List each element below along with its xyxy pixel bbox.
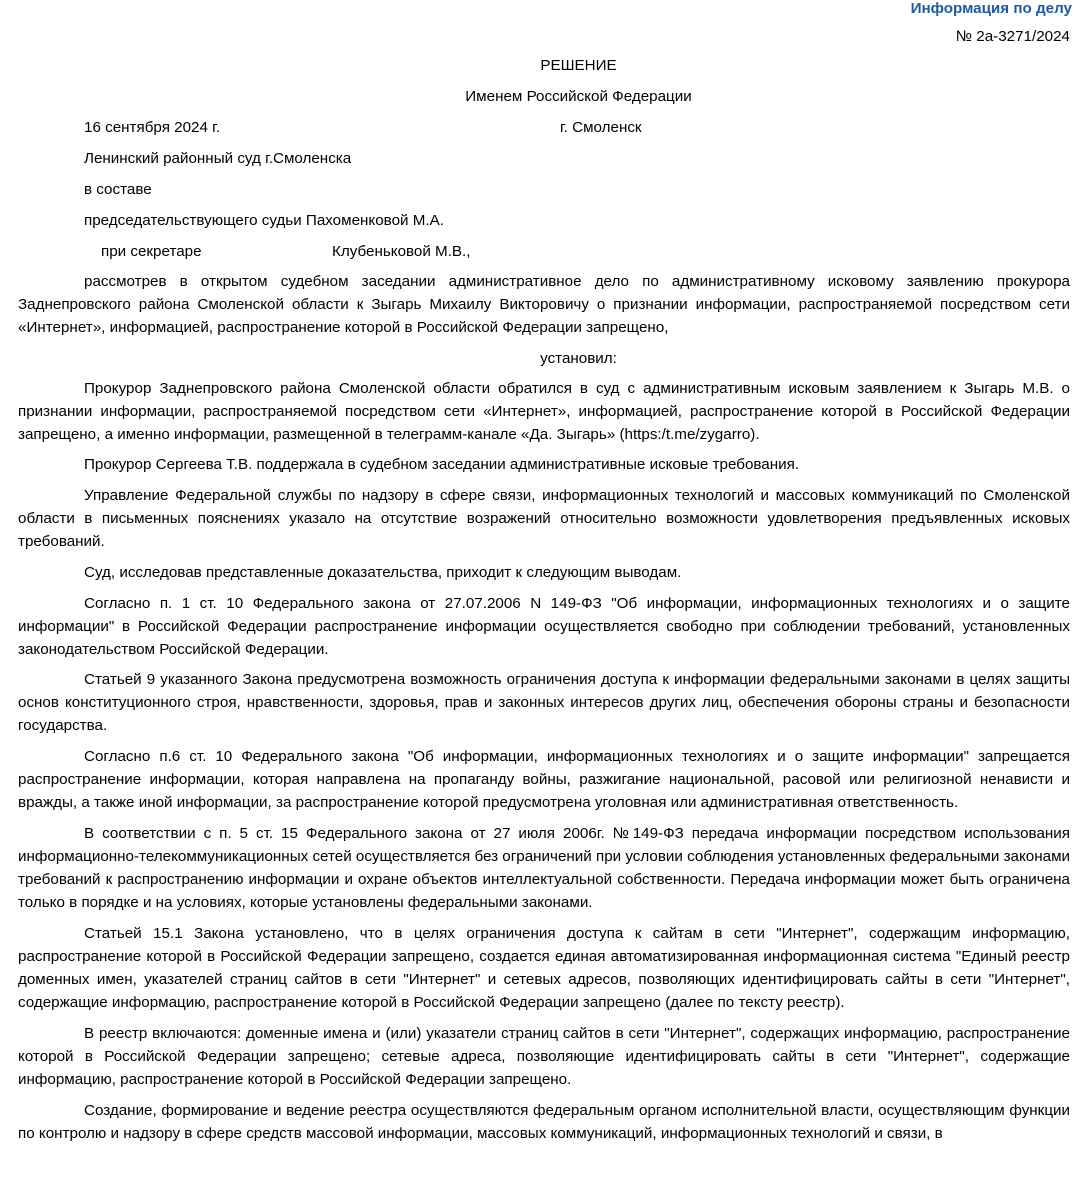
paragraph-1: Прокурор Заднепровского района Смоленской области обратился в суд с административным исковым заявлением к Зыгарь М.В. о признании информации, распространяемой посредством сети «Интернет», информацией, распространение которой в Российской Федерации запрещено, а именно информации, размещенной в телеграмм-канале «Да. Зыгарь» (https:/t.me/zygarro).: [18, 380, 1070, 443]
secretary-label: при секретаре: [101, 243, 202, 260]
established-heading: установил:: [540, 350, 617, 367]
paragraph-4: Суд, исследовав представленные доказательства, приходит к следующим выводам.: [84, 564, 682, 581]
paragraph-9: Статьей 15.1 Закона установлено, что в целях ограничения доступа к сайтам в сети "Интернет", содержащим информацию, распространение которой в Российской Федерации запрещено, создается единая автоматизированная информационная система "Единый реестр доменных имен, указателей страниц сайтов в сети "Интернет" и сетевых адресов, позволяющих идентифицировать сайты в сети "Интернет", содержащие информацию, распространение которой в Российской Федерации запрещено (далее по тексту реестр).: [18, 925, 1070, 1011]
paragraph-10: В реестр включаются: доменные имена и (или) указатели страниц сайтов в сети "Интернет", содержащих информацию, распространение которой в Российской Федерации запрещено; сетевые адреса, позволяющие идентифицировать сайты в сети "Интернет", содержащие информацию, распространение которой в Российской Федерации запрещено.: [18, 1025, 1070, 1088]
paragraph-7: Согласно п.6 ст. 10 Федерального закона "Об информации, информационных технологиях и о защите информации" запрещается распространение информации, которая направлена на пропаганду войны, разжигание национальной, расовой или религиозной ненависти и вражды, а также иной информации, за распространение которой предусмотрена уголовная или административная ответственность.: [18, 748, 1070, 811]
secretary-name: Клубеньковой М.В.,: [332, 243, 471, 260]
paragraph-2: Прокурор Сергеева Т.В. поддержала в судебном заседании административные исковые требования.: [84, 456, 800, 473]
decision-date: 16 сентября 2024 г.: [84, 119, 221, 136]
paragraph-5: Согласно п. 1 ст. 10 Федерального закона от 27.07.2006 N 149-ФЗ "Об информации, информационных технологиях и о защите информации" в Российской Федерации распространение информации осуществляется свободно при соблюдении требований, установленных законодательством Российской Федерации.: [18, 595, 1070, 658]
paragraph-3: Управление Федеральной службы по надзору в сфере связи, информационных технологий и массовых коммуникаций по Смоленской области в письменных пояснениях указало на отсутствие возражений относительно возможности удовлетворения предъявленных исковых требований.: [18, 487, 1070, 550]
document-subtitle: Именем Российской Федерации: [465, 88, 692, 105]
composition: в составе: [84, 181, 152, 198]
document-title: РЕШЕНИЕ: [540, 57, 617, 74]
considering-paragraph: рассмотрев в открытом судебном заседании административное дело по административному исковому заявлению прокурора Заднепровского района Смоленской области к Зыгарь Михаилу Викторовичу о признании информации, распространяемой посредством сети «Интернет», информацией, распространение которой в Российской Федерации запрещено,: [18, 273, 1070, 336]
presiding-judge: председательствующего судьи Пахоменковой М.А.: [84, 212, 444, 229]
case-number: № 2а-3271/2024: [955, 28, 1070, 45]
decision-city: г. Смоленск: [560, 119, 642, 136]
paragraph-11: Создание, формирование и ведение реестра осуществляются федеральным органом исполнительной власти, осуществляющим функции по контролю и надзору в сфере средств массовой информации, массовых коммуникаций, информационных технологий и связи, в: [18, 1102, 1070, 1142]
case-info-link[interactable]: Информация по делу: [910, 0, 1072, 17]
paragraph-8: В соответствии с п. 5 ст. 15 Федерального закона от 27 июля 2006г. №149-ФЗ передача информации посредством использования информационно-телекоммуникационных сетей осуществляется без ограничений при условии соблюдения установленных федеральными законами требований к распространению информации и охране объектов интеллектуальной собственности. Передача информации может быть ограничена только в порядке и на условиях, которые установлены федеральными законами.: [18, 825, 1070, 911]
paragraph-6: Статьей 9 указанного Закона предусмотрена возможность ограничения доступа к информации федеральными законами в целях защиты основ конституционного строя, нравственности, здоровья, прав и законных интересов других лиц, обеспечения обороны страны и безопасности государства.: [18, 671, 1070, 734]
court-name: Ленинский районный суд г.Смоленска: [84, 150, 352, 167]
